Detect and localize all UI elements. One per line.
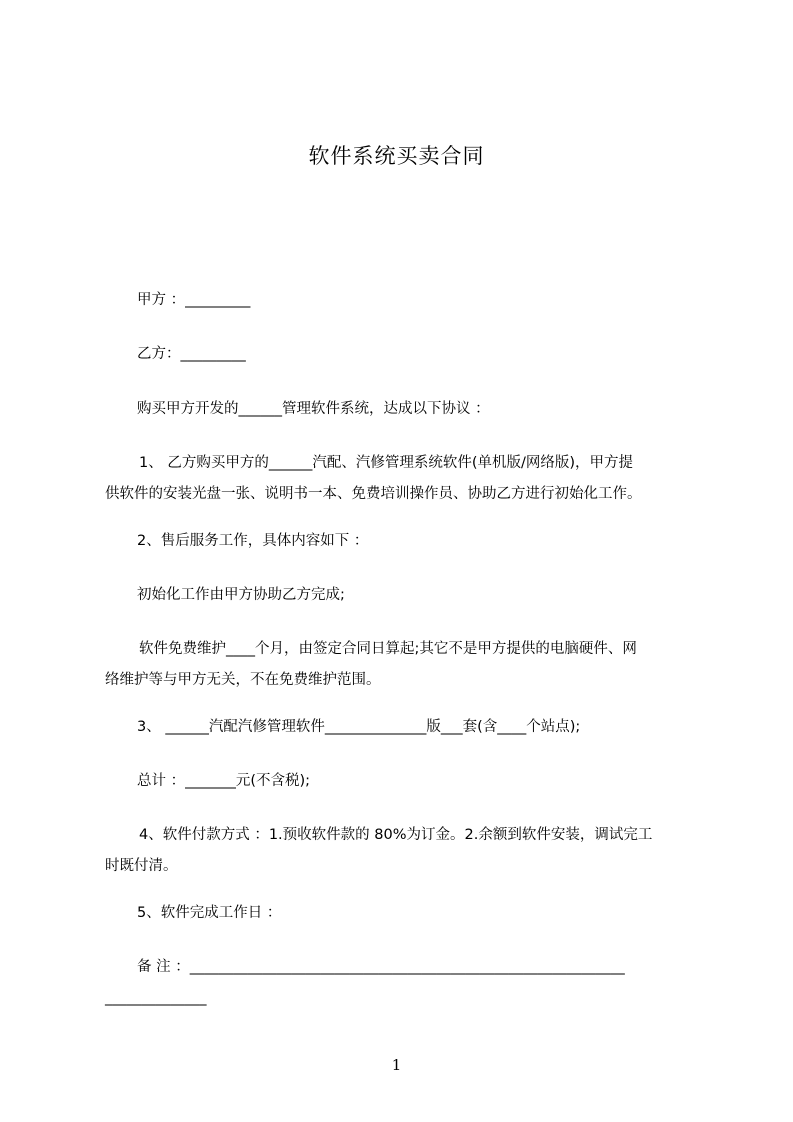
party-a-line xyxy=(105,285,737,316)
remarks xyxy=(105,952,705,1014)
clause-2-item-init-text: 初始化工作由甲方协助乙方完成; xyxy=(137,587,345,603)
clause-4-line-2: 时既付清。 xyxy=(105,858,178,874)
clause-5 xyxy=(105,898,737,929)
clause-2-maintenance-line-2: 络维护等与甲方无关，不在免费维护范围。 xyxy=(105,672,381,688)
party-b-text: 乙方：_________ xyxy=(137,346,246,362)
clause-2-item-init xyxy=(105,580,737,611)
clause-2-text: 2、售后服务工作，具体内容如下 ： xyxy=(137,533,369,549)
party-b-line xyxy=(105,339,737,370)
clause-5-text: 5、软件完成工作日 ： xyxy=(137,905,282,921)
remarks-line-2: ______________ xyxy=(105,990,207,1006)
clause-4-line-1: 4、软件付款方式 ：1.预收软件款的 80%为订金。2.余额到软件安装，调试完工 xyxy=(139,827,653,843)
clause-1 xyxy=(105,448,705,510)
party-a-text: 甲方 ：_________ xyxy=(137,292,251,308)
clause-1-line-1: 1、 乙方购买甲方的______汽配、汽修管理系统软件(单机版/网络版)，甲方提 xyxy=(139,455,634,471)
clause-1-line-2: 供软件的安装光盘一张、说明书一本、免费培训操作员、协助乙方进行初始化工作。 xyxy=(105,486,642,502)
total-line xyxy=(105,766,737,797)
remarks-line-1: 备 注 ：____________________________________________________________ xyxy=(137,959,625,975)
agreement-intro-text: 购买甲方开发的______管理软件系统，达成以下协议 ： xyxy=(137,401,490,417)
clause-2 xyxy=(105,526,737,557)
clause-2-item-maintenance xyxy=(105,634,705,696)
total-text: 总计 ：_______元(不含税); xyxy=(137,773,311,789)
page-number: 1 xyxy=(391,1056,402,1074)
document-title: 软件系统买卖合同 xyxy=(308,144,485,168)
clause-3-text: 3、 ______汽配汽修管理软件______________版___套(含____个站点); xyxy=(137,719,581,735)
clause-2-maintenance-line-1: 软件免费维护____个月，由签定合同日算起;其它不是甲方提供的电脑硬件、网 xyxy=(139,641,637,657)
agreement-intro xyxy=(105,394,737,425)
clause-4 xyxy=(105,820,705,882)
clause-3 xyxy=(105,712,737,743)
